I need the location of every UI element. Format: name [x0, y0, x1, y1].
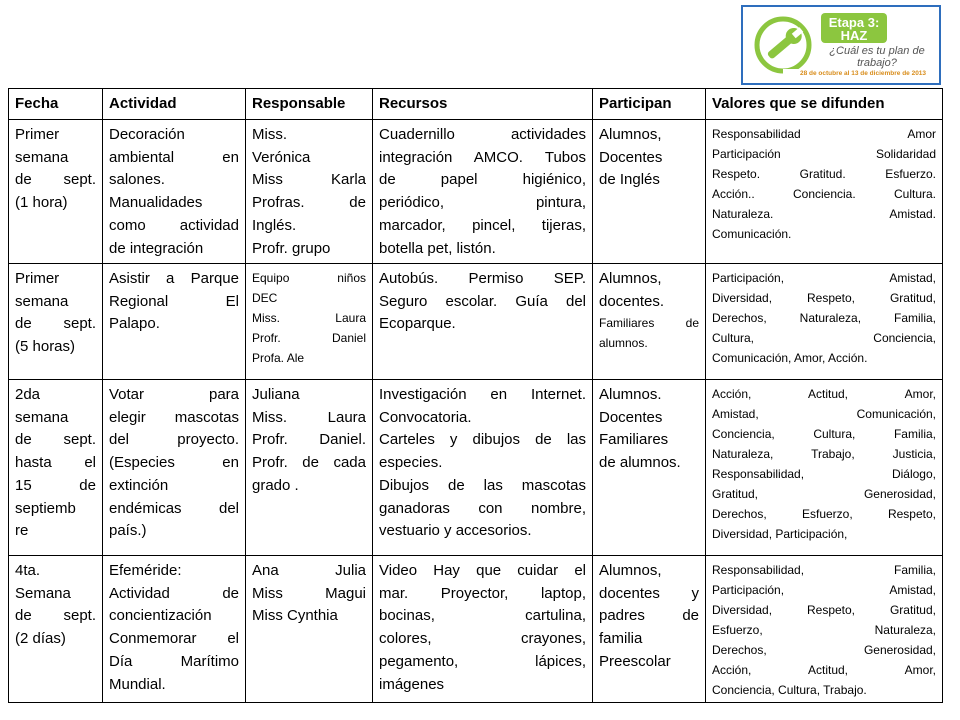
- header-participan: Participan: [593, 89, 706, 120]
- cell-participan-line: Alumnos,: [599, 270, 662, 287]
- wrench-icon: [764, 23, 806, 62]
- cell-actividad-line: concientización: [109, 607, 212, 625]
- cell-responsable-line: Profr. Daniel: [252, 331, 366, 345]
- cell-responsable-line: grado .: [252, 476, 299, 494]
- cell-recursos-line: botella pet, listón.: [379, 239, 496, 257]
- cell-fecha-line: semana: [15, 408, 69, 426]
- cell-valores-line: Conciencia, Cultura, Trabajo.: [712, 683, 867, 697]
- table-row: [9, 120, 943, 264]
- cell-valores-line: Cultura, Conciencia,: [712, 331, 936, 345]
- cell-responsable-line: Miss Cynthia: [252, 607, 338, 625]
- cell-actividad-line: Asistir a Parque: [109, 270, 239, 287]
- cell-recursos: [373, 264, 593, 380]
- cell-recursos-line: de papel higiénico,: [379, 171, 586, 189]
- cell-valores-line: Naturaleza, Trabajo, Justicia,: [712, 447, 936, 461]
- cell-valores-line: Amistad, Comunicación,: [712, 407, 936, 421]
- table-row: [9, 380, 943, 556]
- cell-participan-line: Docentes: [599, 408, 663, 426]
- cell-valores-line: Participación, Amistad,: [712, 583, 936, 597]
- cell-actividad-line: Palapo.: [109, 315, 160, 333]
- cell-recursos-line: Dibujos de las mascotas: [379, 476, 586, 494]
- cell-actividad-line: Conmemorar el: [109, 630, 239, 648]
- cell-valores-line: Responsabilidad Amor: [712, 127, 936, 141]
- cell-fecha-line: Primer: [15, 126, 60, 143]
- header-valores: Valores que se difunden: [706, 89, 943, 120]
- table-header-row: [9, 89, 943, 120]
- cell-fecha-line: 2da: [15, 386, 41, 403]
- cell-participan-line: Alumnos,: [599, 126, 662, 143]
- cell-recursos-line: ganadoras con nombre,: [379, 499, 586, 517]
- cell-valores-line: Acción.. Conciencia. Cultura.: [712, 187, 936, 201]
- cell-fecha-line: de sept.: [15, 171, 96, 189]
- cell-valores: [706, 380, 943, 556]
- cell-actividad-line: de integración: [109, 239, 204, 257]
- cell-responsable-line: Profa. Ale: [252, 351, 305, 365]
- header-fecha: Fecha: [9, 89, 103, 120]
- cell-valores-line: Participación, Amistad,: [712, 271, 936, 285]
- table-body: [9, 120, 943, 703]
- cell-actividad-line: salones.: [109, 171, 165, 189]
- cell-actividad-line: país.): [109, 522, 147, 540]
- etapa-logo: [741, 5, 941, 85]
- cell-fecha-line: Primer: [15, 270, 60, 287]
- logo-dates: 28 de octubre al 13 de diciembre de 2013: [799, 70, 927, 77]
- cell-participan: [593, 556, 706, 703]
- cell-participan-line: Docentes: [599, 148, 663, 166]
- cell-valores-line: Comunicación, Amor, Acción.: [712, 351, 868, 365]
- cell-responsable-line: Profras. de: [252, 194, 366, 212]
- cell-responsable: [246, 120, 373, 264]
- cell-participan-line: Familiares: [599, 431, 669, 449]
- cell-recursos: [373, 120, 593, 264]
- cell-actividad-line: ambiental en: [109, 148, 239, 166]
- cell-actividad-line: Mundial.: [109, 675, 166, 693]
- plan-table: [8, 88, 943, 703]
- cell-valores-line: Acción, Actitud, Amor,: [712, 387, 936, 401]
- logo-title: Etapa 3: HAZ: [828, 15, 880, 43]
- cell-recursos-line: Autobús. Permiso SEP.: [379, 270, 586, 287]
- cell-responsable-line: DEC: [252, 291, 278, 305]
- cell-recursos-line: Seguro escolar. Guía del: [379, 292, 586, 310]
- cell-fecha-line: semana: [15, 148, 69, 166]
- cell-valores-line: Naturaleza. Amistad.: [712, 207, 936, 221]
- cell-recursos-line: marcador, pincel, tijeras,: [379, 216, 586, 234]
- cell-participan-small-line: alumnos.: [599, 336, 648, 351]
- cell-valores-line: Derechos, Esfuerzo, Respeto,: [712, 507, 936, 521]
- cell-fecha-line: de sept.: [15, 607, 96, 625]
- cell-fecha-line: de sept.: [15, 431, 96, 449]
- cell-participan: [593, 380, 706, 556]
- cell-responsable-line: Inglés.: [252, 216, 297, 234]
- cell-participan: [593, 120, 706, 264]
- cell-valores-line: Respeto. Gratitud. Esfuerzo.: [712, 167, 936, 181]
- cell-fecha-line: (2 días): [15, 630, 66, 648]
- cell-responsable: [246, 380, 373, 556]
- cell-recursos: [373, 556, 593, 703]
- cell-fecha-line: semana: [15, 292, 69, 310]
- cell-valores-line: Diversidad, Participación,: [712, 527, 848, 541]
- cell-recursos: [373, 380, 593, 556]
- cell-responsable-line: Profr. Daniel.: [252, 431, 366, 449]
- header-responsable: Responsable: [246, 89, 373, 120]
- cell-fecha-line: 15 de: [15, 476, 96, 494]
- cell-recursos-line: pegamento, lápices,: [379, 652, 586, 670]
- cell-valores-line: Participación Solidaridad: [712, 147, 936, 161]
- cell-responsable-line: Verónica: [252, 148, 311, 166]
- logo-question: ¿Cuál es tu plan de trabajo?: [829, 45, 925, 69]
- cell-actividad: [103, 380, 246, 556]
- cell-recursos-line: periódico, pintura,: [379, 194, 586, 212]
- cell-actividad-line: (Especies en: [109, 454, 239, 472]
- cell-valores-line: Conciencia, Cultura, Familia,: [712, 427, 936, 441]
- cell-actividad-line: Manualidades: [109, 194, 203, 212]
- cell-responsable: [246, 264, 373, 380]
- table-row: [9, 556, 943, 703]
- cell-valores-line: Derechos, Naturaleza, Familia,: [712, 311, 936, 325]
- cell-actividad-line: Efeméride:: [109, 562, 182, 579]
- cell-recursos-line: bocinas, cartulina,: [379, 607, 586, 625]
- cell-recursos-line: imágenes: [379, 675, 445, 693]
- cell-responsable-line: Juliana: [252, 386, 300, 403]
- cell-actividad-line: Regional El: [109, 292, 239, 310]
- cell-recursos-line: mar. Proyector, laptop,: [379, 584, 586, 602]
- cell-valores: [706, 556, 943, 703]
- cell-responsable-line: Profr. grupo: [252, 239, 331, 257]
- header-actividad: Actividad: [103, 89, 246, 120]
- cell-responsable-line: Miss Magui: [252, 584, 366, 602]
- cell-fecha-line: hasta el: [15, 454, 96, 472]
- cell-participan-line: Alumnos.: [599, 386, 662, 403]
- cell-responsable-line: Equipo niños: [252, 271, 366, 285]
- cell-recursos-line: Video Hay que cuidar el: [379, 562, 586, 579]
- cell-recursos-line: Convocatoria.: [379, 408, 472, 426]
- cell-fecha-line: (1 hora): [15, 194, 68, 212]
- cell-participan-line: Preescolar: [599, 652, 671, 670]
- cell-participan-line: de Inglés: [599, 171, 660, 189]
- cell-recursos-line: colores, crayones,: [379, 630, 586, 648]
- cell-valores-line: Esfuerzo, Naturaleza,: [712, 623, 936, 637]
- cell-fecha-line: septiemb: [15, 499, 76, 517]
- cell-recursos-line: vestuario y accesorios.: [379, 522, 532, 540]
- cell-actividad-line: endémicas del: [109, 499, 239, 517]
- cell-participan-line: Alumnos,: [599, 562, 662, 579]
- cell-recursos-line: Cuadernillo actividades: [379, 126, 586, 143]
- cell-actividad-line: Decoración: [109, 126, 185, 143]
- cell-actividad: [103, 556, 246, 703]
- cell-responsable-line: Profr. de cada: [252, 454, 366, 472]
- cell-actividad-line: Votar para: [109, 386, 239, 403]
- cell-fecha: [9, 264, 103, 380]
- cell-valores-line: Gratitud, Generosidad,: [712, 487, 936, 501]
- cell-recursos-line: especies.: [379, 454, 443, 472]
- cell-fecha: [9, 556, 103, 703]
- cell-responsable-line: Miss Karla: [252, 171, 366, 189]
- cell-recursos-line: Ecoparque.: [379, 315, 456, 333]
- cell-participan-line: padres de: [599, 607, 699, 625]
- cell-actividad-line: del proyecto.: [109, 431, 239, 449]
- cell-fecha-line: de sept.: [15, 315, 96, 333]
- cell-responsable-line: Ana Julia: [252, 562, 366, 579]
- cell-fecha-line: re: [15, 522, 29, 540]
- cell-valores-line: Responsabilidad, Diálogo,: [712, 467, 936, 481]
- header-recursos: Recursos: [373, 89, 593, 120]
- cell-valores-line: Derechos, Generosidad,: [712, 643, 936, 657]
- cell-actividad-line: extinción: [109, 476, 169, 494]
- cell-valores-line: Comunicación.: [712, 227, 792, 241]
- table-row: [9, 264, 943, 380]
- cell-recursos-line: Carteles y dibujos de las: [379, 431, 586, 449]
- cell-fecha: [9, 380, 103, 556]
- cell-responsable: [246, 556, 373, 703]
- cell-participan: [593, 264, 706, 380]
- cell-responsable-line: Miss.: [252, 126, 287, 143]
- cell-recursos-line: integración AMCO. Tubos: [379, 148, 586, 166]
- cell-actividad-line: Actividad de: [109, 584, 239, 602]
- cell-actividad-line: elegir mascotas: [109, 408, 239, 426]
- cell-valores: [706, 120, 943, 264]
- cell-actividad: [103, 264, 246, 380]
- cell-fecha-line: Semana: [15, 584, 71, 602]
- cell-participan-line: docentes.: [599, 292, 665, 310]
- cell-participan-line: familia: [599, 630, 643, 648]
- cell-responsable-line: Miss. Laura: [252, 311, 366, 325]
- cell-valores-line: Acción, Actitud, Amor,: [712, 663, 936, 677]
- cell-responsable-line: Miss. Laura: [252, 408, 366, 426]
- cell-valores-line: Diversidad, Respeto, Gratitud,: [712, 291, 936, 305]
- cell-valores-line: Responsabilidad, Familia,: [712, 563, 936, 577]
- cell-valores-line: Diversidad, Respeto, Gratitud,: [712, 603, 936, 617]
- cell-fecha-line: (5 horas): [15, 338, 76, 356]
- cell-actividad-line: Día Marítimo: [109, 652, 239, 670]
- cell-fecha: [9, 120, 103, 264]
- cell-fecha-line: 4ta.: [15, 562, 41, 579]
- cell-actividad: [103, 120, 246, 264]
- cell-participan-small-line: Familiares de: [599, 316, 699, 331]
- cell-recursos-line: Investigación en Internet.: [379, 386, 586, 403]
- cell-participan-line: de alumnos.: [599, 454, 681, 472]
- cell-actividad-line: como actividad: [109, 216, 239, 234]
- cell-valores: [706, 264, 943, 380]
- cell-participan-line: docentes y: [599, 584, 699, 602]
